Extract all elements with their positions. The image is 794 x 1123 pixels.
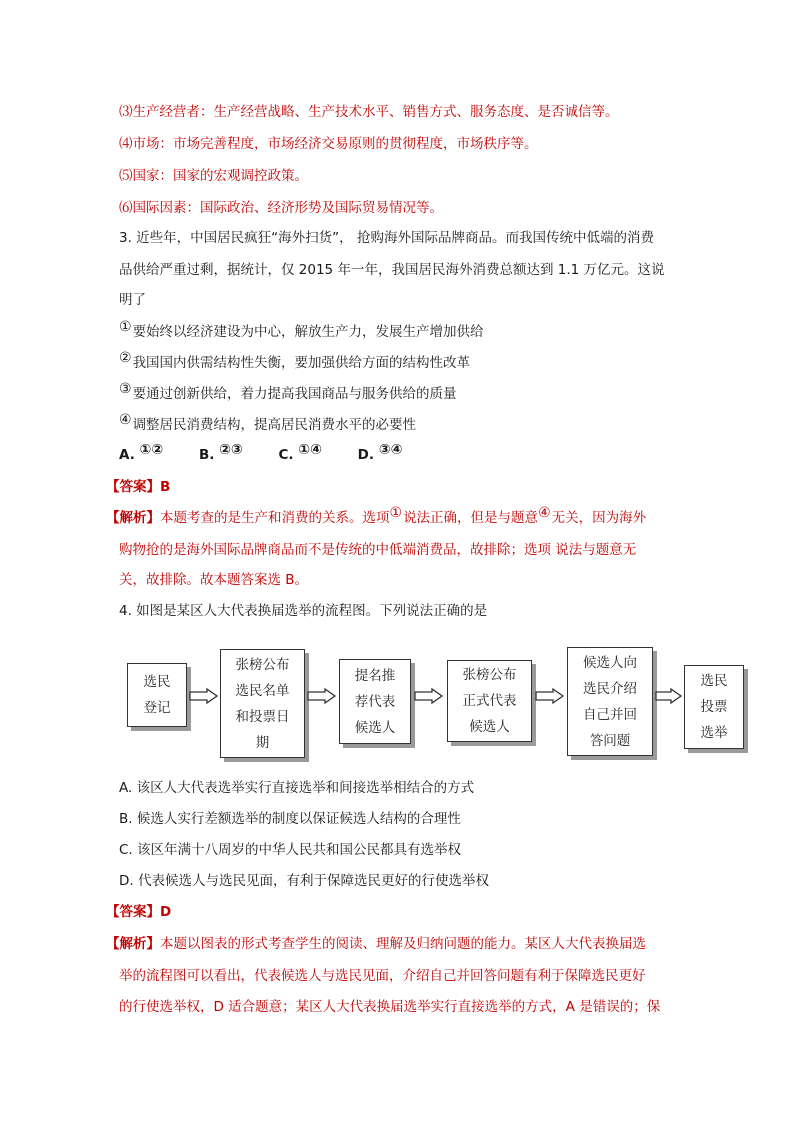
q3-analysis-line-3: 关，故排除。故本题答案选 B。 (119, 572, 309, 588)
statement-text: 我国国内供需结构性失衡，要加强供给方面的结构性改革 (132, 355, 471, 371)
flow-arrow-3 (414, 688, 444, 704)
circled-number-4: ④ (119, 412, 132, 428)
factor-line-4: ⑷市场：市场完善程度，市场经济交易原则的贯彻程度，市场秩序等。 (119, 136, 538, 152)
option-c: C. ①④ (278, 442, 322, 463)
option-d: D. ③④ (357, 442, 403, 463)
circled-number-1: ① (119, 319, 132, 335)
statement-text: 要始终以经济建设为中心，解放生产力，发展生产增加供给 (132, 324, 484, 340)
flow-step-1: 选民 登记 (127, 663, 187, 727)
q3-answer: 【答案】B (106, 479, 171, 495)
q4-stem: 4. 如图是某区人大代表换届选举的流程图。下列说法正确的是 (119, 603, 488, 619)
flow-arrow-2 (307, 688, 337, 704)
option-a: A. ①② (119, 442, 164, 463)
q3-statement-1 (119, 319, 484, 342)
circled-number-3: ③ (119, 381, 132, 397)
q4-answer: 【答案】D (106, 904, 172, 920)
q3-statement-4 (119, 412, 417, 435)
q3-stem-line-1: 3. 近些年，中国居民疯狂“海外扫货”， 抢购海外国际品牌商品。而我国传统中低端的消费 (119, 230, 654, 246)
flow-arrow-1 (189, 688, 219, 704)
q3-stem-line-2: 品供给严重过剩，据统计，仅 2015 年一年，我国居民海外消费总额达到 1.1 万亿元。这说 (119, 262, 665, 278)
q4-analysis-line-3: 的行使选举权，D 适合题意；某区人大代表换届选举实行直接选举的方式，A 是错误的；保 (119, 999, 661, 1015)
q4-option-a: A. 该区人大代表选举实行直接选举和间接选举相结合的方式 (119, 780, 475, 796)
q3-statement-2 (119, 350, 471, 373)
flow-step-3: 提名推 荐代表 候选人 (339, 659, 411, 744)
q3-options (119, 442, 403, 465)
q4-option-d: D. 代表候选人与选民见面，有利于保障选民更好的行使选举权 (119, 873, 489, 889)
q4-analysis-line-2: 举的流程图可以看出，代表候选人与选民见面，介绍自己并回答问题有利于保障选民更好 (119, 968, 646, 984)
q3-statement-3 (119, 381, 457, 404)
flow-step-5: 候选人向 选民介绍 自己并回 答问题 (567, 647, 653, 756)
statement-text: 要通过创新供给，着力提高我国商品与服务供给的质量 (132, 386, 457, 402)
flow-step-2: 张榜公布 选民名单 和投票日 期 (220, 649, 305, 758)
statement-text: 调整居民消费结构，提高居民消费水平的必要性 (132, 417, 417, 433)
flow-arrow-4 (535, 688, 565, 704)
q3-stem-line-3: 明了 (119, 292, 146, 308)
factor-line-5: ⑸国家：国家的宏观调控政策。 (119, 168, 308, 184)
flow-step-4: 张榜公布 正式代表 候选人 (447, 660, 532, 742)
q3-analysis-line-1: 【解析】本题考查的是生产和消费的关系。选项①说法正确，但是与题意④无关，因为海外 (106, 505, 647, 526)
q3-analysis-line-2: 购物抢的是海外国际品牌商品而不是传统的中低端消费品，故排除；选项 说法与题意无 (119, 542, 637, 558)
circled-number-2: ② (119, 350, 132, 366)
factor-line-6: ⑹国际因素：国际政治、经济形势及国际贸易情况等。 (119, 200, 443, 216)
q4-option-c: C. 该区年满十八周岁的中华人民共和国公民都具有选举权 (119, 842, 462, 858)
flow-step-6: 选民 投票 选举 (684, 665, 744, 749)
option-b: B. ②③ (198, 442, 243, 463)
q4-analysis-line-1: 【解析】本题以图表的形式考查学生的阅读、理解及归纳问题的能力。某区人大代表换届选 (106, 936, 646, 952)
q4-option-b: B. 候选人实行差额选举的制度以保证候选人结构的合理性 (119, 811, 461, 827)
flow-arrow-5 (655, 688, 683, 704)
factor-line-3: ⑶生产经营者：生产经营战略、生产技术水平、销售方式、服务态度、是否诚信等。 (119, 104, 619, 120)
